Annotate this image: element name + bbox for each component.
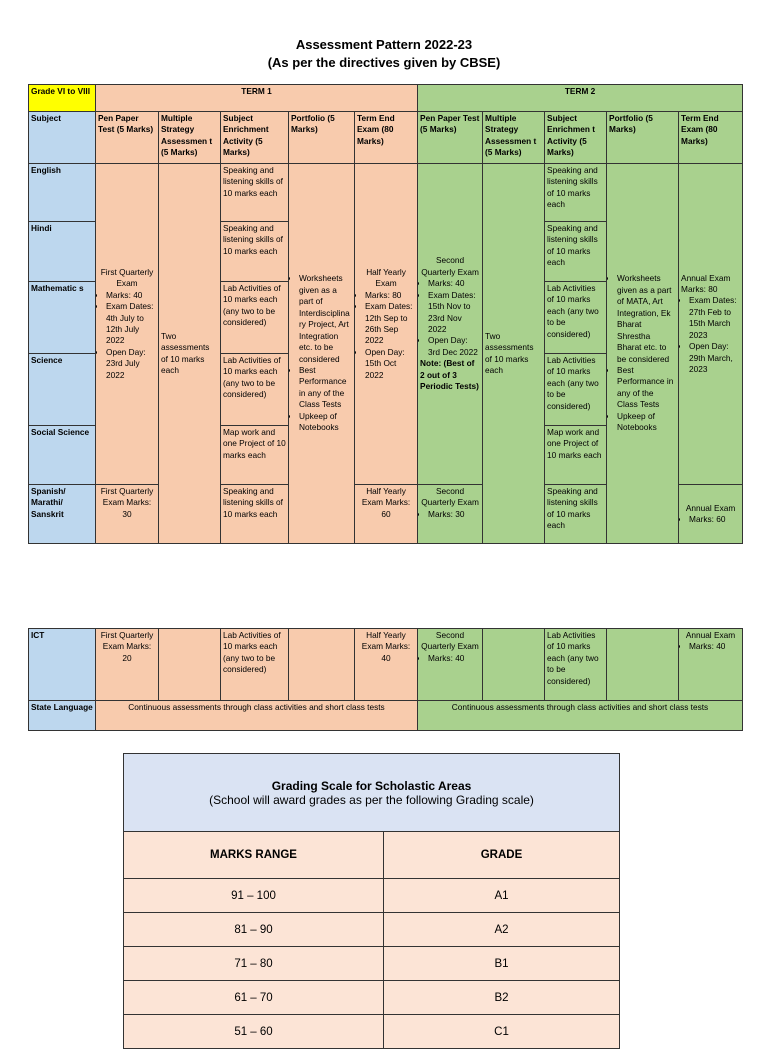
t2-pp-marks: • Marks: 40 <box>428 278 480 289</box>
t1-se-hindi: Speaking and listening skills of 10 marks each <box>221 222 289 282</box>
t2-te-title: Annual Exam Marks: 80 <box>681 272 731 294</box>
grading-scale-table <box>123 753 620 1049</box>
subject-maths: Mathematic s <box>29 282 96 354</box>
grade-cell: B1 <box>384 947 620 981</box>
t2-ict-pp <box>418 629 483 701</box>
marks-range-cell: 71 – 80 <box>124 947 384 981</box>
grade-cell: A1 <box>384 879 620 913</box>
t2-ict-ms <box>483 629 545 701</box>
t2-pp-note: Note: (Best of 2 out of 3 Periodic Tests) <box>420 358 479 392</box>
term2-header: TERM 2 <box>418 85 743 112</box>
t2-portfolio-header: Portfolio (5 Marks) <box>607 112 679 164</box>
t2-pf-item-1: • Worksheets given as a part of MATA, Art Integration, Ek Bharat Shrestha Bharat etc. to be considered <box>617 273 676 365</box>
t2-ict-te-marks: • Marks: 40 <box>689 641 740 652</box>
t1-ict-te: Half Yearly Exam Marks: 40 <box>355 629 418 701</box>
t2-ict-se: Lab Activities of 10 marks each (any two to be considered) <box>545 629 607 701</box>
subject-english: English <box>29 164 96 222</box>
t2-pp-title: Second Quarterly Exam <box>421 255 479 277</box>
t2-pen-paper-cell <box>418 164 483 485</box>
grade-label: Grade VI to VIII <box>29 85 96 112</box>
t2-multiple-strategy-cell: Two assessments of 10 marks each <box>483 164 545 544</box>
t2-te-open-day: • Open Day: 29th March, 2023 <box>689 341 740 375</box>
t1-ict-ms <box>159 629 221 701</box>
subject-hindi: Hindi <box>29 222 96 282</box>
t1-term-end-header: Term End Exam (80 Marks) <box>355 112 418 164</box>
t1-multiple-strategy-header: Multiple Strategy Assessmen t (5 Marks) <box>159 112 221 164</box>
grading-scale-header <box>124 754 620 832</box>
term1-header: TERM 1 <box>96 85 418 112</box>
grading-scale-title: Grading Scale for Scholastic Areas <box>271 778 472 793</box>
subject-science: Science <box>29 354 96 426</box>
page-subtitle: (As per the directives given by CBSE) <box>267 55 501 70</box>
t1-ict-pp: First Quarterly Exam Marks: 20 <box>96 629 159 701</box>
t2-se-social: Map work and one Project of 10 marks each <box>545 426 607 485</box>
t2-se-english: Speaking and listening skills of 10 marks each <box>545 164 607 222</box>
subject-social-science: Social Science <box>29 426 96 485</box>
assessment-table <box>28 84 743 544</box>
grade-cell: C1 <box>384 1015 620 1049</box>
t2-lang-te <box>679 485 743 544</box>
t1-se-social: Map work and one Project of 10 marks each <box>221 426 289 485</box>
t1-pf-item-1: • Worksheets given as a part of Interdisciplinary Project, Art Integration etc. to be considered <box>299 273 352 365</box>
subject-languages: Spanish/ Marathi/ Sanskrit <box>29 485 96 544</box>
t2-portfolio-cell <box>607 164 679 544</box>
t1-lang-se: Speaking and listening skills of 10 marks each <box>221 485 289 544</box>
t1-state-language: Continuous assessments through class activities and short class tests <box>96 701 418 731</box>
grade-header: GRADE <box>384 832 620 879</box>
t2-pp-open-day: • Open Day: 3rd Dec 2022 <box>428 335 480 358</box>
marks-range-cell: 61 – 70 <box>124 981 384 1015</box>
t1-ict-se: Lab Activities of 10 marks each (any two to be considered) <box>221 629 289 701</box>
t2-se-science: Lab Activities of 10 marks each (any two to be considered) <box>545 354 607 426</box>
t1-se-maths: Lab Activities of 10 marks each (any two to be considered) <box>221 282 289 354</box>
t1-te-open-day: • Open Day: 15th Oct 2022 <box>365 347 415 381</box>
marks-range-cell: 91 – 100 <box>124 879 384 913</box>
t2-lang-te-title: Annual Exam <box>685 502 736 513</box>
subject-state-language: State Language <box>29 701 96 731</box>
t1-pp-dates: • Exam Dates: 4th July to 12th July 2022 <box>106 301 156 347</box>
t1-se-english: Speaking and listening skills of 10 marks each <box>221 164 289 222</box>
ict-table <box>28 628 743 731</box>
t1-pen-paper-cell <box>96 164 159 485</box>
t1-lang-pp: First Quarterly Exam Marks: 30 <box>96 485 159 544</box>
t1-portfolio-cell <box>289 164 355 544</box>
t2-ict-te-title: Annual Exam <box>685 630 736 640</box>
page-title: Assessment Pattern 2022-23 <box>295 37 473 52</box>
t1-te-title: Half Yearly Exam <box>366 266 406 289</box>
grading-scale-subtitle: (School will award grades as per the following Grading scale) <box>209 792 534 807</box>
grade-cell: A2 <box>384 913 620 947</box>
t2-pp-dates: • Exam Dates: 15th Nov to 23rd Nov 2022 <box>428 290 480 336</box>
t1-pp-marks: • Marks: 40 <box>106 290 156 301</box>
subject-header: Subject <box>29 112 96 164</box>
marks-range-header: MARKS RANGE <box>124 832 384 879</box>
t1-pf-item-3: • Upkeep of Notebooks <box>299 411 352 434</box>
t2-term-end-cell <box>679 164 743 485</box>
marks-range-cell: 81 – 90 <box>124 913 384 947</box>
t1-pen-paper-header: Pen Paper Test (5 Marks) <box>96 112 159 164</box>
t1-te-dates: • Exam Dates: 12th Sep to 26th Sep 2022 <box>365 301 415 347</box>
t2-ict-pf <box>607 629 679 701</box>
t2-lang-pp-marks: • Marks: 30 <box>428 509 480 520</box>
t1-pf-item-2: • Best Performance in any of the Class Tests <box>299 365 352 411</box>
marks-range-cell: 51 – 60 <box>124 1015 384 1049</box>
t2-lang-se: Speaking and listening skills of 10 marks each <box>545 485 607 544</box>
t2-ict-pp-title: Second Quarterly Exam <box>421 630 479 652</box>
t2-te-dates: • Exam Dates: 27th Feb to 15th March 2023 <box>689 295 740 341</box>
t1-term-end-cell <box>355 164 418 485</box>
t2-state-language: Continuous assessments through class activities and short class tests <box>418 701 743 731</box>
t2-ict-pp-marks: • Marks: 40 <box>428 653 480 664</box>
t2-ict-te <box>679 629 743 701</box>
t1-portfolio-header: Portfolio (5 Marks) <box>289 112 355 164</box>
t1-enrichment-header: Subject Enrichment Activity (5 Marks) <box>221 112 289 164</box>
t1-ict-pf <box>289 629 355 701</box>
t2-pf-item-2: • Best Performance in any of the Class Tests <box>617 365 676 411</box>
t2-se-maths: Lab Activities of 10 marks each (any two to be considered) <box>545 282 607 354</box>
t2-enrichment-header: Subject Enrichmen t Activity (5 Marks) <box>545 112 607 164</box>
t2-term-end-header: Term End Exam (80 Marks) <box>679 112 743 164</box>
t2-se-hindi: Speaking and listening skills of 10 marks each <box>545 222 607 282</box>
t2-pen-paper-header: Pen Paper Test (5 Marks) <box>418 112 483 164</box>
t1-pp-open-day: • Open Day: 23rd July 2022 <box>106 347 156 381</box>
t2-lang-te-marks: • Marks: 60 <box>689 514 740 525</box>
t2-multiple-strategy-header: Multiple Strategy Assessmen t (5 Marks) <box>483 112 545 164</box>
t1-se-science: Lab Activities of 10 marks each (any two to be considered) <box>221 354 289 426</box>
t1-multiple-strategy-cell: Two assessments of 10 marks each <box>159 164 221 544</box>
t2-lang-pp <box>418 485 483 544</box>
t1-te-marks: • Marks: 80 <box>365 290 415 301</box>
t2-lang-pp-title: Second Quarterly Exam <box>421 486 479 508</box>
t2-pf-item-3: • Upkeep of Notebooks <box>617 411 676 434</box>
t1-lang-te: Half Yearly Exam Marks: 60 <box>355 485 418 544</box>
grade-cell: B2 <box>384 981 620 1015</box>
subject-ict: ICT <box>29 629 96 701</box>
t1-pp-title: First Quarterly Exam <box>100 266 154 289</box>
